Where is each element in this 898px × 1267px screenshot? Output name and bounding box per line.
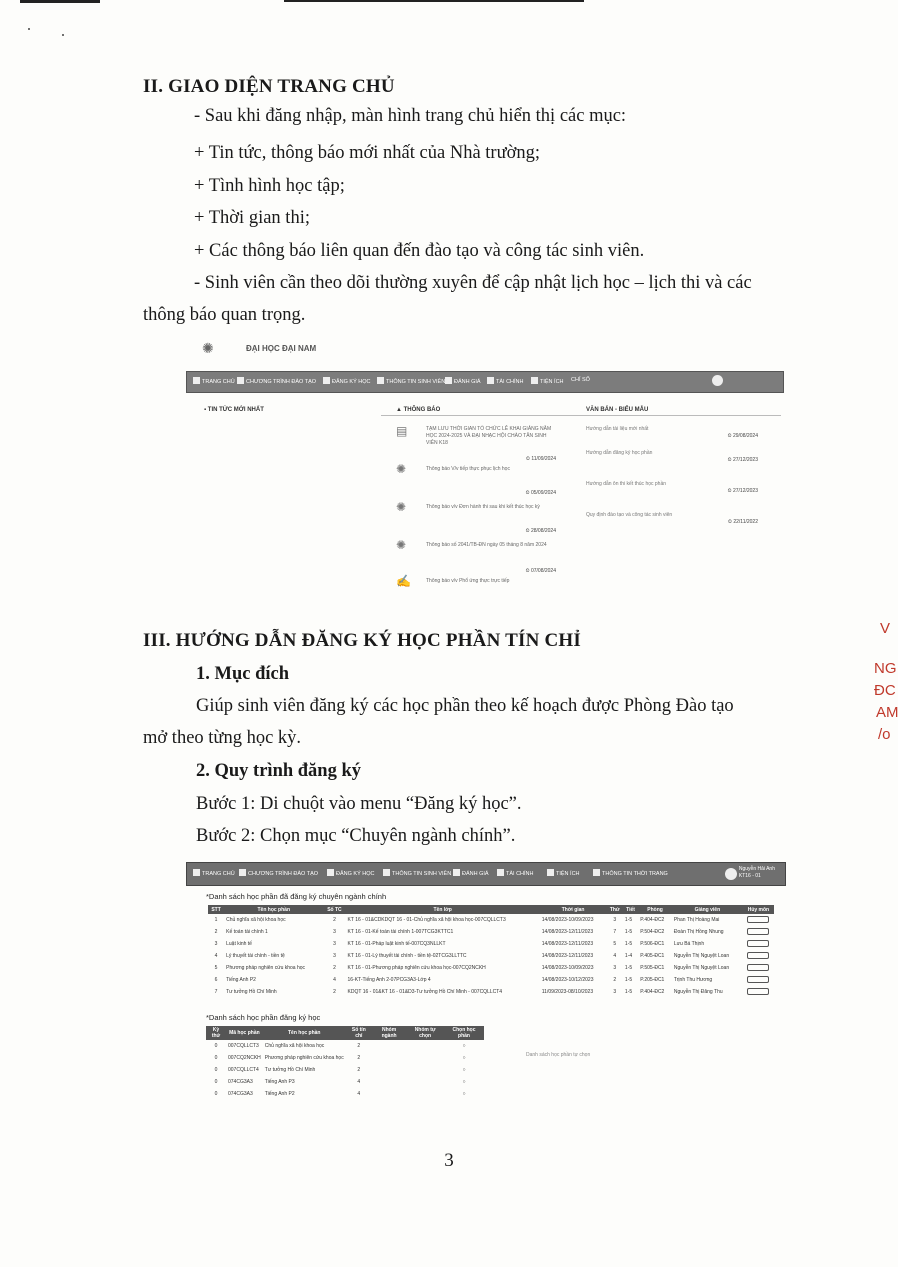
divider: [381, 415, 781, 416]
table-cell: 14/08/2023-12/11/2023: [541, 953, 594, 959]
nav-item-student-info[interactable]: THÔNG TIN SINH VIÊN: [383, 869, 451, 877]
table-cell: 14/08/2023-10/09/2023: [541, 965, 594, 971]
table-cell: KT 16 - 01&CDKDQT 16 - 01-Chủ nghĩa xã hội khoa học-007CQLLCT3: [347, 917, 506, 923]
table-cell: 2: [357, 1067, 361, 1073]
university-logo-icon: ✺: [396, 462, 407, 476]
table-cell: Tư tưởng Hồ Chí Minh: [226, 989, 277, 995]
evaluation-icon: [445, 377, 452, 384]
table-cell: 4: [613, 953, 617, 959]
cancel-course-button[interactable]: [747, 928, 769, 935]
available-courses-table: [206, 1026, 484, 1100]
table-header-row: STT Tên học phần Số TC Tên lớp Thời gian Thứ Tiết Phòng Giảng viên Hủy môn: [208, 905, 774, 914]
table-cell: 007CQLLCT4: [227, 1067, 259, 1073]
table-row: [206, 1064, 484, 1076]
document-item[interactable]: Hướng dẫn ôn thi kết thúc học phần ⏲ 27/12/2023: [586, 481, 758, 494]
nav-item-curriculum[interactable]: CHƯƠNG TRÌNH ĐÀO TẠO: [237, 377, 316, 385]
section-2-note: - Sinh viên cần theo dõi thường xuyên để cập nhật lịch học – lịch thi và các: [194, 273, 752, 293]
select-course-checkbox[interactable]: ○: [462, 1043, 466, 1049]
table-cell: 074CG3A3: [227, 1079, 253, 1085]
table-cell: 2: [333, 965, 336, 971]
select-course-checkbox[interactable]: ○: [462, 1055, 466, 1061]
nav-item-home[interactable]: TRANG CHỦ: [193, 869, 235, 877]
table-cell: 2: [214, 929, 218, 935]
table-row: [208, 974, 774, 986]
table-cell: 3: [214, 941, 218, 947]
nav-item-index[interactable]: CHỈ SỐ: [571, 377, 590, 383]
cancel-course-button[interactable]: [747, 940, 769, 947]
table-cell: P.404-ĐC2: [640, 989, 665, 995]
purpose-text: Giúp sinh viên đăng ký các học phần theo kế hoạch được Phòng Đào tạo: [196, 696, 734, 716]
table-cell: 14/08/2023-10/09/2023: [541, 917, 594, 923]
table-cell: 4: [357, 1079, 361, 1085]
table-cell: P.404-ĐC2: [640, 917, 665, 923]
documents-column-heading: VĂN BẢN - BIỂU MẪU: [586, 407, 649, 413]
table-cell: 1-5: [624, 989, 633, 995]
table-cell: Tiếng Anh P3: [264, 1079, 295, 1085]
university-logo-icon: ✺: [396, 538, 407, 552]
table-cell: Luật kinh tế: [226, 941, 252, 947]
table-row: [208, 950, 774, 962]
document-item[interactable]: Hướng dẫn tài liệu mới nhất ⏲ 29/08/2024: [586, 426, 758, 439]
subsection-purpose-heading: 1. Mục đích: [196, 664, 290, 684]
table-cell: Nguyễn Thị Nguyệt Loan: [673, 953, 730, 959]
table-cell: 1-5: [624, 941, 633, 947]
section-2-note-cont: thông báo quan trọng.: [143, 305, 306, 325]
table-cell: Lưu Bá Thịnh: [673, 941, 705, 947]
table-cell: Trịnh Thu Hương: [673, 977, 713, 983]
step-1: Bước 1: Di chuột vào menu “Đăng ký học”.: [196, 794, 522, 814]
table-cell: 0: [214, 1067, 218, 1073]
document-item[interactable]: Quy định đào tạo và công tác sinh viên ⏲ 22/11/2022: [586, 512, 758, 525]
info-icon: [593, 869, 600, 876]
announcement-item[interactable]: [396, 462, 556, 496]
user-icon: [547, 869, 554, 876]
table-cell: Chủ nghĩa xã hội khoa học: [264, 1043, 325, 1049]
registration-screenshot: [186, 860, 786, 1110]
site-brand: [186, 338, 486, 364]
announcement-title: Thông báo v/v Phổ ứng thực trực tiếp: [426, 578, 510, 584]
news-column-heading: ▪ TIN TỨC MỚI NHẤT: [204, 407, 264, 413]
table-cell: P.405-ĐC1: [640, 953, 665, 959]
table-cell: P.504-ĐC2: [640, 929, 665, 935]
registered-courses-table: [208, 905, 774, 998]
table-cell: P.506-ĐC1: [640, 941, 665, 947]
announcement-item[interactable]: [396, 574, 556, 588]
table-cell: 1-5: [624, 977, 633, 983]
side-note: Danh sách học phần tự chọn: [526, 1052, 591, 1058]
section-2-item: + Tin tức, thông báo mới nhất của Nhà trường;: [194, 143, 541, 163]
table-cell: 2: [357, 1055, 361, 1061]
select-course-checkbox[interactable]: ○: [462, 1079, 466, 1085]
homepage-screenshot: [186, 338, 786, 610]
table-cell: 3: [333, 953, 336, 959]
section-2-heading: II. GIAO DIỆN TRANG CHỦ: [143, 76, 395, 97]
table-cell: 3: [613, 989, 617, 995]
table-cell: 7: [613, 929, 617, 935]
nav-item-home[interactable]: TRANG CHỦ: [193, 377, 235, 385]
table-cell: 11/09/2023-08/10/2023: [541, 989, 594, 995]
nav-item-finance[interactable]: TÀI CHÍNH: [487, 377, 524, 385]
table-cell: 3: [613, 917, 617, 923]
available-courses-caption: *Danh sách học phần đăng ký học: [206, 1013, 321, 1022]
table-row: [208, 962, 774, 974]
announcement-item[interactable]: [396, 500, 556, 534]
user-info[interactable]: Nguyễn Hải Anh KT16 - 01: [738, 866, 775, 879]
table-row: [206, 1040, 484, 1052]
table-cell: P.505-ĐC1: [640, 965, 665, 971]
table-row: [208, 926, 774, 938]
table-cell: Tiếng Anh P2: [264, 1091, 295, 1097]
nav-item-finance[interactable]: TÀI CHÍNH: [497, 869, 534, 877]
home-icon: [193, 869, 200, 876]
announcement-title: Thông báo số 2041/TB-ĐN ngày 05 tháng 8 năm 2024: [426, 542, 547, 548]
table-cell: 4: [214, 953, 218, 959]
nav-item-evaluation[interactable]: ĐÁNH GIÁ: [445, 377, 481, 385]
subsection-process-heading: 2. Quy trình đăng ký: [196, 761, 362, 781]
announcement-title: Thông báo V/v tiếp thực phục lịch học: [426, 466, 510, 472]
cancel-course-button[interactable]: [747, 976, 769, 983]
table-cell: 2: [613, 977, 617, 983]
announcement-date: ⏲ 07/08/2024: [525, 568, 556, 574]
table-cell: KDQT 16 - 01&KT 16 - 01&D3-Tư tưởng Hồ Chí Minh - 007CQLLCT4: [347, 989, 503, 995]
register-icon: [327, 869, 334, 876]
table-cell: 7: [214, 989, 218, 995]
id-card-icon: [377, 377, 384, 384]
table-cell: 1-5: [624, 929, 633, 935]
announcement-item[interactable]: [396, 424, 556, 462]
announcement-date: ⏲ 11/09/2024: [526, 456, 556, 462]
table-cell: Chủ nghĩa xã hội khoa học: [226, 917, 286, 923]
top-rule-right: [284, 0, 584, 2]
table-cell: 3: [333, 941, 336, 947]
announcement-date: ⏲ 05/09/2024: [525, 490, 556, 496]
section-2-intro: - Sau khi đăng nhập, màn hình trang chủ hiển thị các mục:: [194, 106, 627, 126]
nav-item-utilities[interactable]: TIỆN ÍCH: [547, 869, 580, 877]
main-navbar: [186, 862, 786, 886]
document-item[interactable]: Hướng dẫn đăng ký học phần ⏲ 27/12/2023: [586, 450, 758, 463]
table-cell: Lý thuyết tài chính - tiền tệ: [226, 953, 285, 959]
main-navbar: [186, 371, 784, 393]
evaluation-icon: [453, 869, 460, 876]
table-row: [206, 1076, 484, 1088]
cancel-course-button[interactable]: [747, 916, 769, 923]
nav-item-registration[interactable]: ĐĂNG KÝ HỌC: [323, 377, 371, 385]
table-cell: 16-KT-Tiếng Anh 2-07PCG3A3-Lớp 4: [347, 977, 431, 983]
table-cell: 0: [214, 1055, 218, 1061]
table-cell: 4: [357, 1091, 361, 1097]
table-cell: 6: [214, 977, 218, 983]
table-cell: Đoàn Thị Hồng Nhung: [673, 929, 724, 935]
notice-column-heading: ▲ THÔNG BÁO: [396, 407, 441, 413]
table-cell: 4: [333, 977, 336, 983]
nav-item-utilities[interactable]: TIỆN ÍCH: [531, 377, 564, 385]
page-number: 3: [444, 1150, 454, 1171]
user-avatar-icon[interactable]: [725, 868, 737, 880]
table-cell: 3: [613, 965, 617, 971]
register-icon: [323, 377, 330, 384]
select-course-checkbox[interactable]: ○: [462, 1067, 466, 1073]
table-cell: 5: [613, 941, 617, 947]
announcement-thumbnail-icon: ▤: [396, 424, 408, 438]
cancel-course-button[interactable]: [747, 964, 769, 971]
table-cell: KT 16 - 01-Phương pháp nghiên cứu khoa học-007CQ2NCKH: [347, 965, 486, 971]
user-icon: [531, 377, 538, 384]
top-rule-left: [20, 0, 100, 3]
nav-item-evaluation[interactable]: ĐÁNH GIÁ: [453, 869, 489, 877]
announcement-date: ⏲ 28/08/2024: [525, 528, 556, 534]
university-logo-icon: ✺: [396, 500, 407, 514]
section-2-item: + Thời gian thi;: [194, 208, 310, 228]
cancel-course-button[interactable]: [747, 952, 769, 959]
nav-item-extra[interactable]: THÔNG TIN THỜI TRANG: [593, 869, 668, 877]
table-cell: 0: [214, 1079, 218, 1085]
table-row: [208, 914, 774, 926]
announcement-title: Thông báo v/v Đơn hành thi sau khi kết thúc học kỳ: [426, 504, 540, 510]
table-cell: Phan Thị Hoàng Mai: [673, 917, 720, 923]
step-2: Bước 2: Chọn mục “Chuyên ngành chính”.: [196, 826, 516, 846]
table-cell: Phương pháp nghiên cứu khoa học: [264, 1055, 344, 1061]
nav-item-student-info[interactable]: THÔNG TIN SINH VIÊN: [377, 377, 445, 385]
table-row: [208, 986, 774, 998]
table-cell: Nguyễn Thị Đăng Thu: [673, 989, 723, 995]
table-cell: Tiếng Anh P2: [226, 977, 256, 983]
nav-item-registration[interactable]: ĐĂNG KÝ HỌC: [327, 869, 375, 877]
book-icon: [239, 869, 246, 876]
table-cell: Kế toán tài chính 1: [226, 929, 268, 935]
section-3-heading: III. HƯỚNG DẪN ĐĂNG KÝ HỌC PHẦN TÍN CHỈ: [143, 630, 581, 651]
user-avatar-icon[interactable]: [712, 375, 723, 386]
signature-thumbnail-icon: ✍: [396, 574, 411, 588]
announcement-item[interactable]: [396, 538, 556, 574]
table-cell: 14/08/2023-10/12/2023: [541, 977, 594, 983]
cancel-course-button[interactable]: [747, 988, 769, 995]
table-cell: 0: [214, 1043, 218, 1049]
money-icon: [487, 377, 494, 384]
table-cell: P.205-ĐC1: [640, 977, 665, 983]
book-icon: [237, 377, 244, 384]
home-icon: [193, 377, 200, 384]
table-cell: 2: [333, 917, 336, 923]
money-icon: [497, 869, 504, 876]
table-row: [208, 938, 774, 950]
registered-courses-caption: *Danh sách học phần đã đăng ký chuyên ngành chính: [206, 892, 387, 901]
table-cell: KT 16 - 01-Lý thuyết tài chính - tiền tệ-02TCG3LLTTC: [347, 953, 467, 959]
table-cell: 007CQ2NCKH: [227, 1055, 261, 1061]
table-cell: 14/08/2023-12/11/2023: [541, 929, 594, 935]
table-cell: KT 16 - 01-Kế toán tài chính 1-007TCG3KTTC1: [347, 929, 454, 935]
table-cell: KT 16 - 01-Pháp luật kinh tế-007CQ3NLLKT: [347, 941, 446, 947]
table-row: [206, 1088, 484, 1100]
section-2-item: + Các thông báo liên quan đến đào tạo và công tác sinh viên.: [194, 241, 645, 261]
table-cell: 5: [214, 965, 218, 971]
table-cell: 1-5: [624, 965, 633, 971]
table-cell: Nguyễn Thị Nguyệt Loan: [673, 965, 730, 971]
section-2-item: + Tình hình học tập;: [194, 176, 345, 196]
scan-speck: [28, 28, 30, 30]
table-cell: Tư tưởng Hồ Chí Minh: [264, 1067, 316, 1073]
scan-speck: [62, 34, 64, 36]
table-cell: 1-4: [624, 953, 633, 959]
table-cell: 007CQLLCT3: [227, 1043, 259, 1049]
table-cell: 074CG3A3: [227, 1091, 253, 1097]
table-cell: 14/08/2023-12/11/2023: [541, 941, 594, 947]
nav-item-curriculum[interactable]: CHƯƠNG TRÌNH ĐÀO TẠO: [239, 869, 318, 877]
table-cell: 1: [214, 917, 218, 923]
table-row: [206, 1052, 484, 1064]
red-stamp-fragment: V NG ĐC AM /o: [874, 620, 898, 743]
table-header-row: Kỳ thứ Mã học phần Tên học phần Số tín chỉ Nhóm ngành Nhóm tự chọn Chọn học phần: [206, 1026, 484, 1040]
university-name: ĐẠI HỌC ĐẠI NAM: [246, 344, 317, 353]
id-card-icon: [383, 869, 390, 876]
table-cell: 2: [357, 1043, 361, 1049]
university-logo-icon: ✺: [202, 340, 214, 356]
page-top-marks: [0, 0, 898, 6]
purpose-text-cont: mở theo từng học kỳ.: [143, 728, 302, 748]
table-cell: 1-5: [624, 917, 633, 923]
table-cell: 3: [333, 929, 336, 935]
table-cell: Phương pháp nghiên cứu khoa học: [226, 965, 306, 971]
announcement-title: TẠM LƯU THỜI GIAN TỔ CHỨC LỄ KHAI GIẢNG NĂM HỌC 2024-2025 VÀ ĐẠI NHẠC HỘI CHÀO TÂN SINH VIÊN K18: [426, 426, 552, 446]
select-course-checkbox[interactable]: ○: [462, 1091, 466, 1097]
table-cell: 0: [214, 1091, 218, 1097]
table-cell: 2: [333, 989, 336, 995]
